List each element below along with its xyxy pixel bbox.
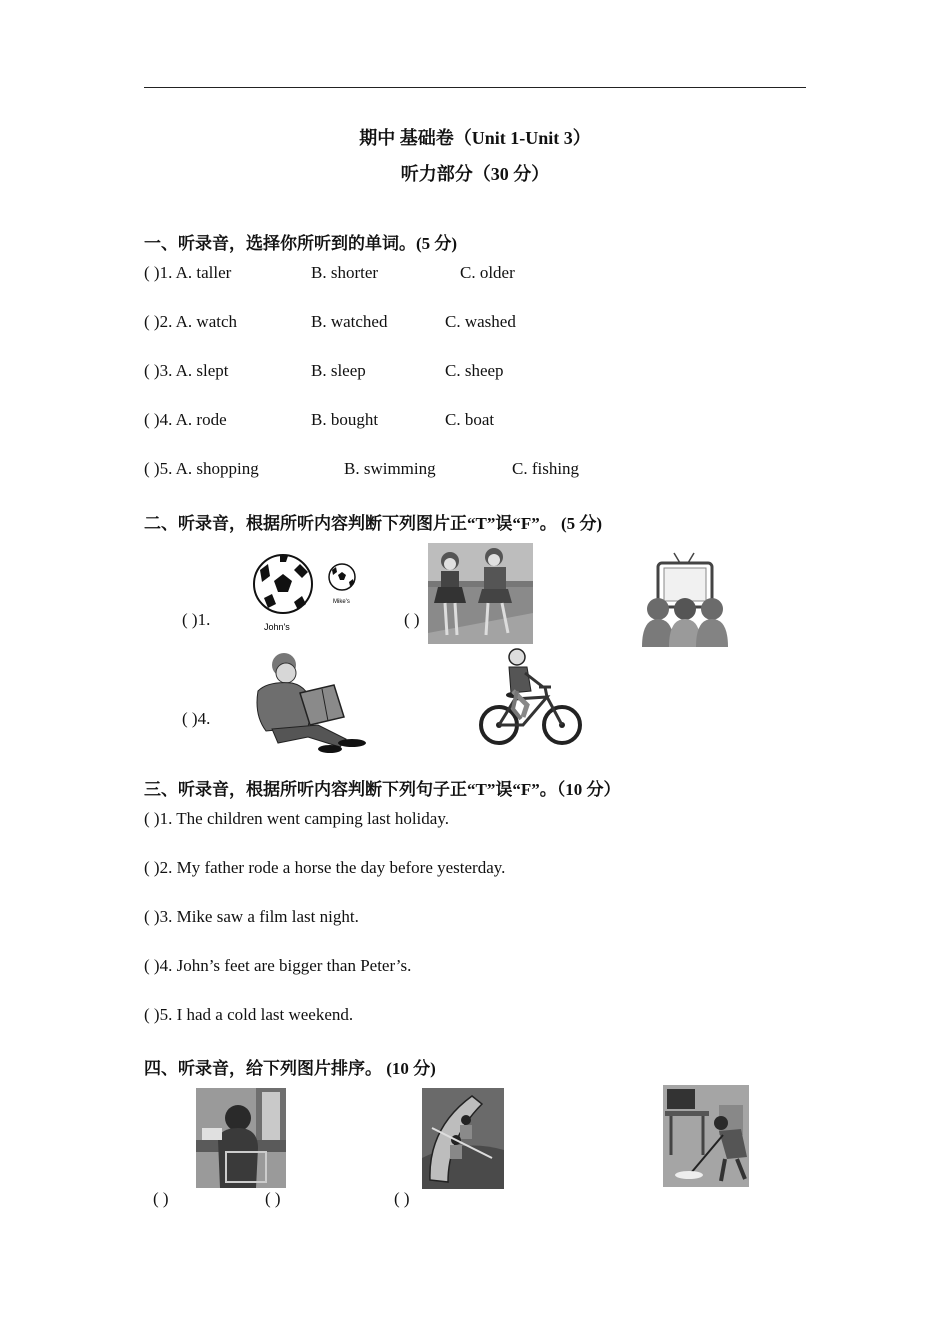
s2-q1-label: ( )1. <box>182 610 211 629</box>
s1-q5-c: C. fishing <box>512 459 580 478</box>
man-reading-book-image <box>248 651 370 755</box>
section2-heading: 二、听录音，根据所听内容判断下列图片正“T”误“F”。 (5 分) <box>144 514 603 533</box>
s1-q1-b: B. shorter <box>311 263 379 282</box>
s1-q5-b: B. swimming <box>344 459 436 478</box>
mikes-label: Mike's <box>333 599 350 605</box>
johns-label: John's <box>264 622 290 632</box>
s4-blank-1: ( ) <box>153 1189 169 1208</box>
s1-q5: ( )5. A. shopping <box>144 459 259 478</box>
s1-q3-c: C. sheep <box>445 361 504 380</box>
s1-q3-b: B. sleep <box>311 361 366 380</box>
page-title: 期中 基础卷（Unit 1-Unit 3） <box>359 128 591 148</box>
s4-blank-3: ( ) <box>394 1189 410 1208</box>
s1-q2-c: C. washed <box>445 312 516 331</box>
s1-q4-b: B. bought <box>311 410 379 429</box>
s1-q1: ( )1. A. taller <box>144 263 232 282</box>
soccer-balls-image <box>250 550 362 634</box>
section1-heading: 一、听录音，选择你所听到的单词。(5 分) <box>144 234 458 253</box>
s1-q4-c: C. boat <box>445 410 495 429</box>
page-subtitle: 听力部分（30 分） <box>400 164 550 184</box>
kids-watching-tv-image <box>636 551 734 651</box>
boy-studying-image <box>196 1088 286 1188</box>
s1-q4: ( )4. A. rode <box>144 410 227 429</box>
rowing-boat-image <box>422 1088 504 1189</box>
s3-q2: ( )2. My father rode a horse the day before yesterday. <box>144 858 506 877</box>
two-girls-image <box>428 543 533 644</box>
s1-q1-c: C. older <box>460 263 515 282</box>
s3-q5: ( )5. I had a cold last weekend. <box>144 1005 354 1024</box>
top-rule <box>144 87 806 88</box>
s1-q3: ( )3. A. slept <box>144 361 229 380</box>
s3-q4: ( )4. John’s feet are bigger than Peter’s. <box>144 956 412 975</box>
s1-q2: ( )2. A. watch <box>144 312 238 331</box>
s4-blank-2: ( ) <box>265 1189 281 1208</box>
section4-heading: 四、听录音，给下列图片排序。 (10 分) <box>144 1059 436 1078</box>
s3-q3: ( )3. Mike saw a film last night. <box>144 907 359 926</box>
s1-q2-b: B. watched <box>311 312 388 331</box>
boy-riding-bike-image <box>477 645 584 747</box>
mopping-floor-image <box>663 1085 749 1187</box>
section3-heading: 三、听录音，根据所听内容判断下列句子正“T”误“F”。（10 分） <box>144 780 621 799</box>
s3-q1: ( )1. The children went camping last holiday. <box>144 809 449 828</box>
s2-q4-label: ( )4. <box>182 709 211 728</box>
s2-q2-label: ( ) <box>404 610 420 629</box>
